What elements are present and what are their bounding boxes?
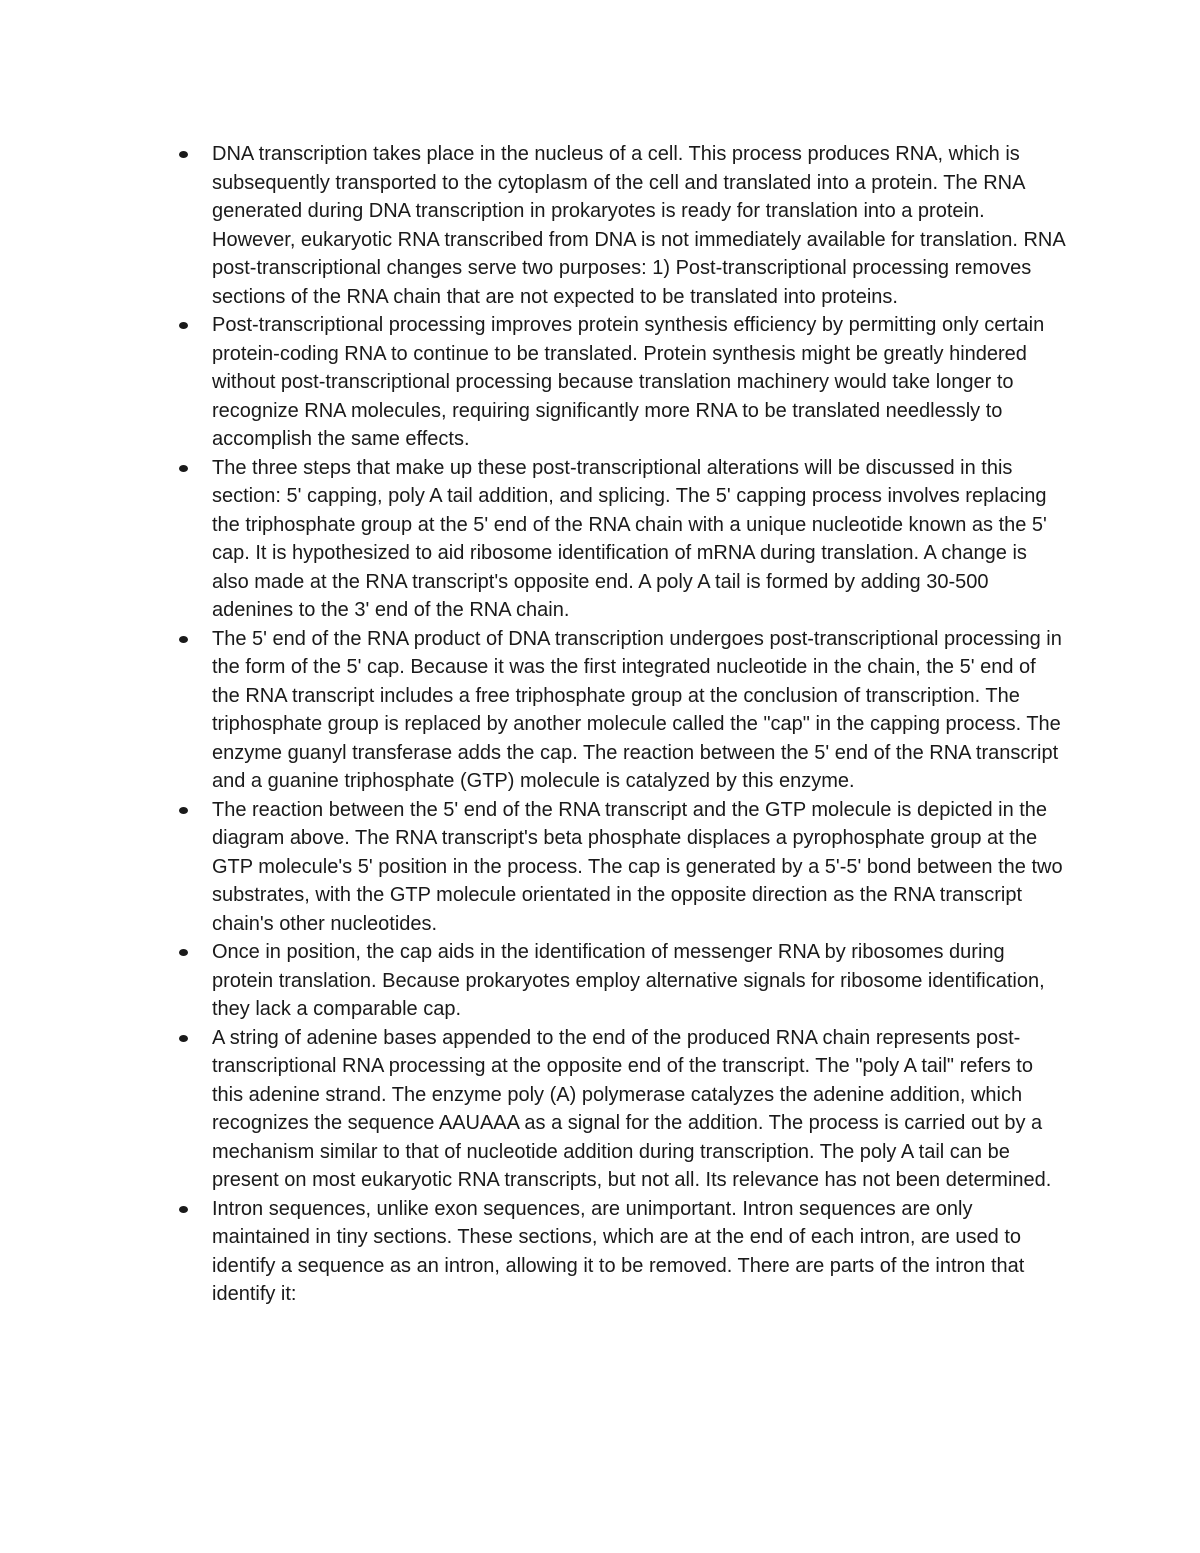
list-item — [212, 454, 1067, 625]
list-item — [212, 625, 1067, 796]
list-item — [212, 938, 1067, 1024]
bullet-icon — [179, 807, 188, 814]
bullet-text: A string of adenine bases appended to the end of the produced RNA chain represents post-transcriptional RNA processing at the opposite end of the transcript. The "poly A tail" refers to this adenine strand. The enzyme poly (A) polymerase catalyzes the adenine addition, which recognizes the sequence AAUAAA as a signal for the addition. The process is carried out by a mechanism similar to that of nucleotide addition during transcription. The poly A tail can be present on most eukaryotic RNA transcripts, but not all. Its relevance has not been determined. — [212, 1026, 1052, 1191]
bullet-icon — [179, 1035, 188, 1042]
bullet-icon — [179, 636, 188, 643]
bullet-icon — [179, 949, 188, 956]
list-item — [212, 1024, 1067, 1195]
bullet-text: Intron sequences, unlike exon sequences, are unimportant. Intron sequences are only maintained in tiny sections. These sections, which are at the end of each intron, are used to identify a sequence as an intron, allowing it to be removed. There are parts of the intron that identify it: — [212, 1197, 1025, 1305]
bullet-text: Post-transcriptional processing improves protein synthesis efficiency by permitting only certain protein-coding RNA to continue to be translated. Protein synthesis might be greatly hindered without post-transcriptional processing because translation machinery would take longer to recognize RNA molecules, requiring significantly more RNA to be translated needlessly to accomplish the same effects. — [212, 314, 1045, 450]
bullet-text: The 5' end of the RNA product of DNA transcription undergoes post-transcriptional processing in the form of the 5' cap. Because it was the first integrated nucleotide in the chain, the 5' end of the RNA transcript includes a free triphosphate group at the conclusion of transcription. The triphosphate group is replaced by another molecule called the "cap" in the capping process. The enzyme guanyl transferase adds the cap. The reaction between the 5' end of the RNA transcript and a guanine triphosphate (GTP) molecule is catalyzed by this enzyme. — [212, 627, 1062, 792]
bullet-text: The three steps that make up these post-transcriptional alterations will be discussed in this section: 5' capping, poly A tail addition, and splicing. The 5' capping process involves replacing the triphosphate group at the 5' end of the RNA chain with a unique nucleotide known as the 5' cap. It is hypothesized to aid ribosome identification of mRNA during translation. A change is also made at the RNA transcript's opposite end. A poly A tail is formed by adding 30-500 adenines to the 3' end of the RNA chain. — [212, 456, 1047, 621]
list-item — [212, 140, 1067, 311]
bullet-icon — [179, 1206, 188, 1213]
list-item — [212, 311, 1067, 454]
bullet-icon — [179, 465, 188, 472]
bullet-list — [212, 140, 1067, 1309]
bullet-text: DNA transcription takes place in the nucleus of a cell. This process produces RNA, which is subsequently transported to the cytoplasm of the cell and translated into a protein. The RNA generated during DNA transcription in prokaryotes is ready for translation into a protein. However, eukaryotic RNA transcribed from DNA is not immediately available for translation. RNA post-transcriptional changes serve two purposes: 1) Post-transcriptional processing removes sections of the RNA chain that are not expected to be translated into proteins. — [212, 143, 1065, 308]
list-item — [212, 796, 1067, 939]
bullet-text: Once in position, the cap aids in the identification of messenger RNA by ribosomes during protein translation. Because prokaryotes employ alternative signals for ribosome identification, they lack a comparable cap. — [212, 941, 1045, 1020]
bullet-icon — [179, 151, 188, 158]
list-item — [212, 1195, 1067, 1309]
bullet-text: The reaction between the 5' end of the RNA transcript and the GTP molecule is depicted in the diagram above. The RNA transcript's beta phosphate displaces a pyrophosphate group at the GTP molecule's 5' position in the process. The cap is generated by a 5'-5' bond between the two substrates, with the GTP molecule orientated in the opposite direction as the RNA transcript chain's other nucleotides. — [212, 798, 1063, 935]
bullet-icon — [179, 322, 188, 329]
